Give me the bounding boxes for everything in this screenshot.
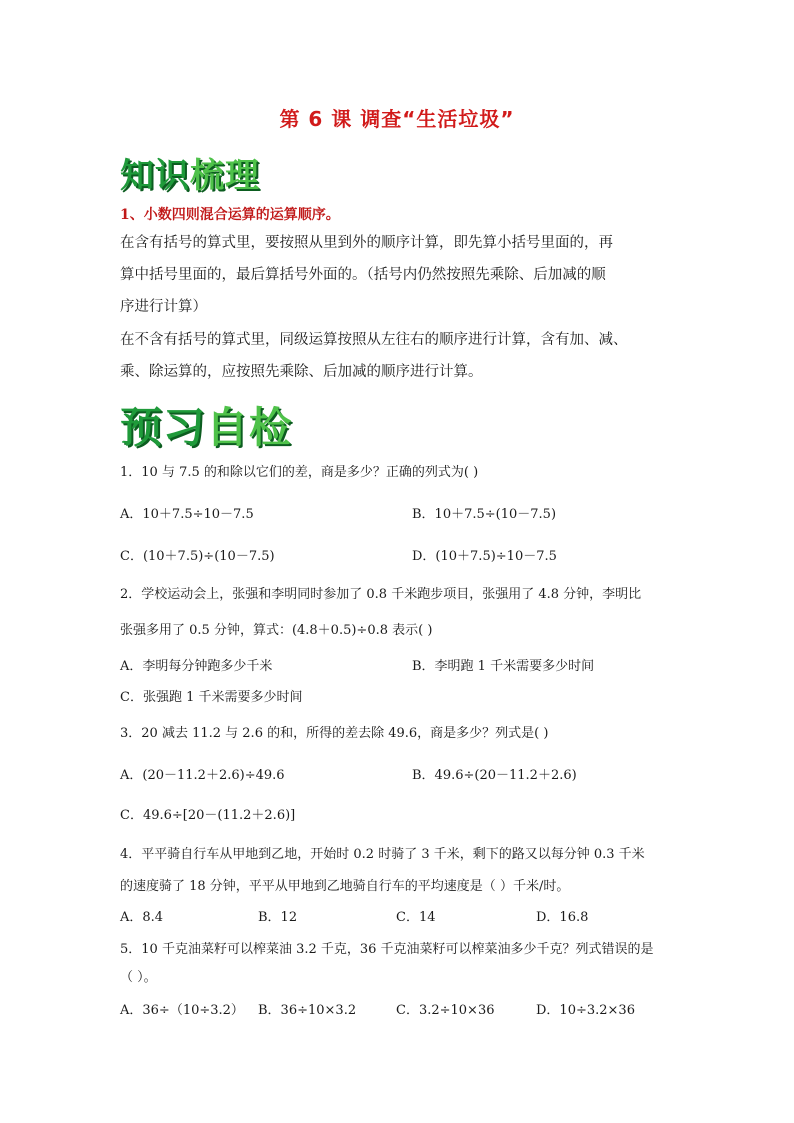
question-4-stem-line1: 4．平平骑自行车从甲地到乙地，开始时 0.2 时骑了 3 千米，剩下的路又以每分钟 0.3 千米: [120, 847, 645, 862]
question-1-option-d: D．(10＋7.5)÷10－7.5: [412, 549, 557, 564]
knowledge-line: 算中括号里面的，最后算括号外面的。（括号内仍然按照先乘除、后加减的顺: [120, 267, 606, 283]
question-5-stem-line2: （ ）。: [120, 970, 157, 985]
banner-knowledge: [120, 148, 260, 197]
question-1-option-a: A．10＋7.5÷10－7.5: [120, 507, 254, 522]
question-4-stem-line2: 的速度骑了 18 分钟，平平从甲地到乙地骑自行车的平均速度是（ ）千米/时。: [120, 879, 570, 894]
question-4-option-b: B．12: [258, 910, 298, 925]
question-1-option-b: B．10＋7.5÷(10－7.5): [412, 507, 557, 522]
question-4-option-d: D．16.8: [536, 910, 589, 925]
knowledge-line: 乘、除运算的，应按照先乘除、后加减的顺序进行计算。: [120, 364, 483, 380]
question-4-option-a: A．8.4: [120, 910, 164, 925]
page-title: 第 6 课 调查“生活垃圾”: [279, 107, 515, 131]
question-1-option-c: C．(10＋7.5)÷(10－7.5): [120, 549, 275, 564]
question-5-stem-line1: 5．10 千克油菜籽可以榨菜油 3.2 千克，36 千克油菜籽可以榨菜油多少千克？列式错误的是: [120, 942, 654, 957]
question-2-stem-line2: 张强多用了 0.5 分钟，算式：(4.8＋0.5)÷0.8 表示( ): [120, 623, 433, 638]
question-2-stem-line1: 2．学校运动会上，张强和李明同时参加了 0.8 千米跑步项目，张强用了 4.8 分钟，李明比: [120, 587, 642, 602]
question-3-option-b: B．49.6÷(20－11.2＋2.6): [412, 768, 577, 783]
question-5-option-b: B．36÷10×3.2: [258, 1003, 357, 1018]
question-5-option-a: A．36÷（10÷3.2）: [120, 1003, 244, 1018]
question-3-option-c: C．49.6÷[20－(11.2＋2.6)]: [120, 808, 296, 823]
question-5-option-d: D．10÷3.2×36: [536, 1003, 635, 1018]
knowledge-line: 在不含有括号的算式里，同级运算按照从左往右的顺序进行计算，含有加、减、: [120, 332, 628, 348]
question-5-option-c: C．3.2÷10×36: [396, 1003, 495, 1018]
banner-preview: [120, 395, 292, 455]
banner-knowledge-part2: 梳理: [190, 156, 260, 196]
question-2-option-c: C．张强跑 1 千米需要多少时间: [120, 690, 303, 705]
question-3-stem: 3．20 减去 11.2 与 2.6 的和，所得的差去除 49.6，商是多少？列式是( ): [120, 726, 549, 741]
knowledge-line: 序进行计算）: [120, 299, 207, 315]
banner-preview-part1: 预习: [120, 403, 207, 452]
question-2-option-a: A．李明每分钟跑多少千米: [120, 659, 273, 674]
banner-knowledge-part1: 知识: [120, 156, 190, 196]
question-2-option-b: B．李明跑 1 千米需要多少时间: [412, 659, 595, 674]
knowledge-line: 在含有括号的算式里，要按照从里到外的顺序计算，即先算小括号里面的，再: [120, 235, 613, 251]
knowledge-heading: 1、小数四则混合运算的运算顺序。: [120, 207, 340, 223]
question-3-option-a: A．(20－11.2＋2.6)÷49.6: [120, 768, 285, 783]
question-4-option-c: C．14: [396, 910, 436, 925]
question-1-stem: 1．10 与 7.5 的和除以它们的差，商是多少？正确的列式为( ): [120, 465, 479, 480]
banner-preview-part2: 自检: [206, 403, 293, 452]
